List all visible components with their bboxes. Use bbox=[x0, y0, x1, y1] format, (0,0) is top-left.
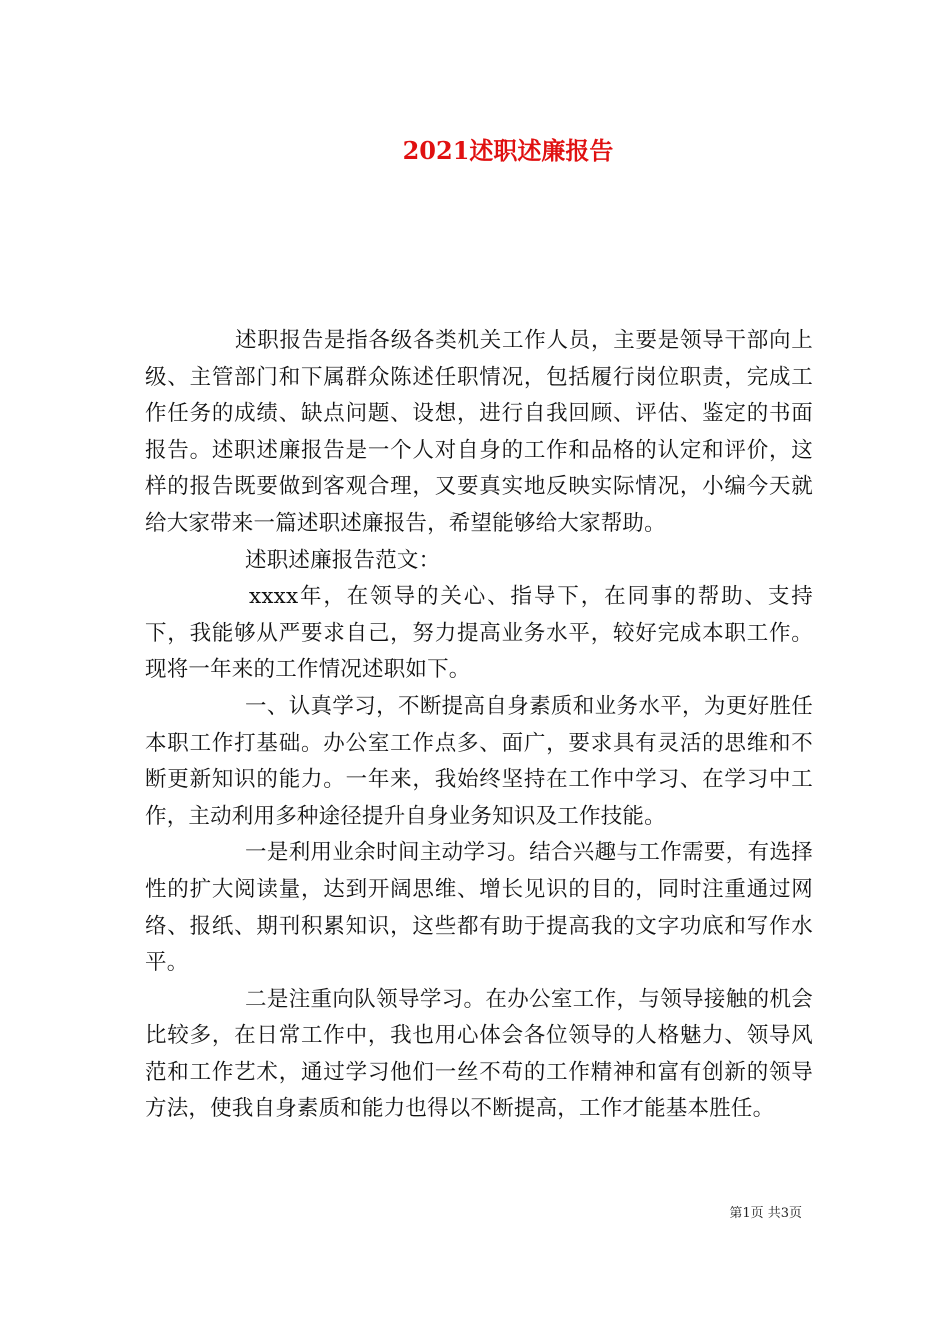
intro-paragraph: 述职报告是指各级各类机关工作人员，主要是领导干部向上级、主管部门和下属群众陈述任职情况，包括履行岗位职责，完成工作任务的成绩、缺点问题、设想，进行自我回顾、评估、鉴定的书面报告。述职述廉报告是一个人对自身的工作和品格的认定和评价，这样的报告既要做到客观合理，又要真实地反映实际情况，小编今天就给大家带来一篇述职述廉报告，希望能够给大家帮助。 bbox=[145, 328, 813, 536]
sample-heading: 述职述廉报告范文： bbox=[245, 547, 441, 573]
document-title: 2021述职述廉报告 bbox=[402, 136, 614, 165]
point-one-paragraph: 一是利用业余时间主动学习。结合兴趣与工作需要，有选择性的扩大阅读量，达到开阔思维、增长见识的目的，同时注重通过网络、报纸、期刊积累知识，这些都有助于提高我的文字功底和写作水平。 bbox=[145, 840, 813, 976]
opening-paragraph: xxxx年，在领导的关心、指导下，在同事的帮助、支持下，我能够从严要求自己，努力提高业务水平，较好完成本职工作。现将一年来的工作情况述职如下。 bbox=[145, 584, 813, 683]
point-two-paragraph: 二是注重向队领导学习。在办公室工作，与领导接触的机会比较多，在日常工作中，我也用心体会各位领导的人格魅力、领导风范和工作艺术，通过学习他们一丝不苟的工作精神和富有创新的领导方法，使我自身素质和能力也得以不断提高，工作才能基本胜任。 bbox=[145, 986, 813, 1122]
document-body bbox=[145, 323, 813, 1128]
section-one-paragraph: 一、认真学习，不断提高自身素质和业务水平，为更好胜任本职工作打基础。办公室工作点多、面广，要求具有灵活的思维和不断更新知识的能力。一年来，我始终坚持在工作中学习、在学习中工作，主动利用多种途径提升自身业务知识及工作技能。 bbox=[145, 693, 813, 829]
page-number: 第1页 共3页 bbox=[729, 1206, 802, 1221]
